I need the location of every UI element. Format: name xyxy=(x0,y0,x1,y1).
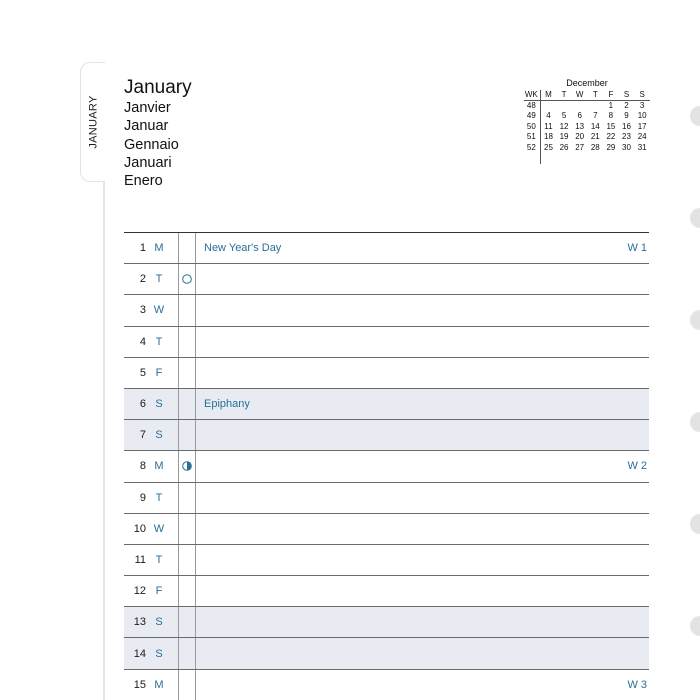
day-number: 4 xyxy=(139,335,146,348)
column-divider xyxy=(195,264,196,294)
column-divider xyxy=(178,607,179,637)
day-row[interactable] xyxy=(124,263,649,294)
holiday-label: Epiphany xyxy=(204,398,250,411)
column-divider xyxy=(195,295,196,325)
day-number: 14 xyxy=(133,647,146,660)
mini-calendar-day: 17 xyxy=(637,121,647,131)
column-divider xyxy=(178,576,179,606)
mini-calendar-day: 12 xyxy=(559,121,569,131)
mini-calendar-week-row xyxy=(522,143,650,154)
mini-calendar-day xyxy=(556,101,572,112)
day-number: 1 xyxy=(139,242,146,255)
column-divider xyxy=(195,389,196,419)
day-row[interactable] xyxy=(124,637,649,668)
mini-calendar-header: M xyxy=(545,90,552,99)
column-divider xyxy=(195,607,196,637)
day-of-week: F xyxy=(155,585,163,598)
mini-calendar-day: 4 xyxy=(546,111,551,120)
mini-calendar-day: 15 xyxy=(606,121,616,131)
mini-calendar-week-number: 51 xyxy=(526,132,536,141)
mini-calendar-day: 6 xyxy=(577,111,582,120)
mini-calendar-day: 11 xyxy=(544,121,553,131)
week-number: W 2 xyxy=(627,460,647,473)
mini-calendar-day xyxy=(572,101,588,112)
day-row[interactable] xyxy=(124,294,649,325)
mini-calendar-day: 14 xyxy=(590,121,600,131)
mini-calendar-day: 20 xyxy=(575,132,585,141)
mini-calendar-day: 26 xyxy=(559,142,569,152)
mini-calendar-week-number: 48 xyxy=(526,100,536,110)
mini-calendar-header: T xyxy=(592,90,598,99)
day-number: 15 xyxy=(133,678,146,691)
mini-calendar-day: 27 xyxy=(575,142,585,152)
punch-hole xyxy=(690,310,700,330)
column-divider xyxy=(178,545,179,575)
column-divider xyxy=(178,483,179,513)
day-of-week: W xyxy=(153,304,165,317)
column-divider xyxy=(195,327,196,357)
mini-calendar-header: W xyxy=(575,90,584,99)
column-divider xyxy=(195,483,196,513)
column-divider xyxy=(195,358,196,388)
mini-calendar-week-number: 49 xyxy=(526,111,536,120)
mini-calendar-grid xyxy=(522,90,650,153)
first-quarter-moon-icon xyxy=(182,461,192,471)
mini-calendar-day: 24 xyxy=(637,132,647,141)
mini-calendar-day: 23 xyxy=(622,132,631,141)
column-divider xyxy=(195,576,196,606)
mini-calendar-day: 2 xyxy=(624,100,629,110)
mini-calendar-day: 5 xyxy=(561,111,567,120)
day-of-week: M xyxy=(154,460,164,473)
day-of-week: T xyxy=(155,491,163,504)
holiday-label: New Year's Day xyxy=(204,242,282,255)
mini-calendar-week-number: 52 xyxy=(526,142,536,152)
mini-calendar-day: 22 xyxy=(606,132,616,141)
day-row[interactable] xyxy=(124,669,649,700)
day-of-week: M xyxy=(154,242,164,255)
punch-hole xyxy=(690,514,700,534)
column-divider xyxy=(195,514,196,544)
mini-calendar-day: 9 xyxy=(624,111,629,120)
column-divider xyxy=(195,233,196,263)
month-title: January xyxy=(124,77,192,98)
column-divider xyxy=(178,638,179,668)
month-translation: Gennaio xyxy=(124,136,179,153)
day-row[interactable] xyxy=(124,357,649,388)
month-translation: Januari xyxy=(124,154,172,171)
mini-calendar-day: 16 xyxy=(622,121,631,131)
mini-calendar-week-number: 50 xyxy=(526,121,536,131)
column-divider xyxy=(178,327,179,357)
column-divider xyxy=(178,451,179,481)
mini-calendar-header: T xyxy=(561,90,567,99)
day-row[interactable] xyxy=(124,450,649,481)
day-number: 9 xyxy=(139,491,146,504)
month-translation: Enero xyxy=(124,173,163,190)
mini-calendar-day: 7 xyxy=(593,111,598,120)
mini-calendar-day: 28 xyxy=(590,142,600,152)
day-number: 8 xyxy=(139,460,146,473)
mini-calendar-header: F xyxy=(608,90,614,99)
day-row[interactable] xyxy=(124,419,649,450)
column-divider xyxy=(178,420,179,450)
new-moon-icon xyxy=(182,274,192,284)
day-row[interactable] xyxy=(124,575,649,606)
mini-calendar-day: 31 xyxy=(637,142,647,152)
punch-hole xyxy=(690,412,700,432)
mini-calendar-header: WK xyxy=(524,90,538,99)
day-row[interactable] xyxy=(124,606,649,637)
month-title-block xyxy=(124,77,192,190)
day-row[interactable] xyxy=(124,388,649,419)
mini-calendar-week-row xyxy=(522,101,650,112)
mini-calendar-header: S xyxy=(639,90,645,99)
mini-calendar-day: 29 xyxy=(606,142,616,152)
mini-calendar-day: 3 xyxy=(639,100,645,110)
mini-calendar-day xyxy=(541,101,557,112)
day-row[interactable] xyxy=(124,513,649,544)
day-of-week: T xyxy=(155,335,163,348)
column-divider xyxy=(178,358,179,388)
column-divider xyxy=(178,233,179,263)
column-divider xyxy=(178,514,179,544)
day-row[interactable] xyxy=(124,232,649,263)
punch-hole xyxy=(690,616,700,636)
mini-calendar-day: 18 xyxy=(544,132,553,141)
column-divider xyxy=(195,420,196,450)
mini-calendar-day: 1 xyxy=(608,100,614,110)
mini-calendar-day xyxy=(587,101,603,112)
day-number: 3 xyxy=(139,304,146,317)
punch-hole xyxy=(690,106,700,126)
mini-calendar-day: 8 xyxy=(608,111,614,120)
column-divider xyxy=(178,670,179,700)
mini-calendar-week-row xyxy=(522,122,650,133)
mini-calendar-week-row xyxy=(522,111,650,122)
column-divider xyxy=(195,670,196,700)
punch-hole xyxy=(690,208,700,228)
column-divider xyxy=(195,451,196,481)
day-of-week: F xyxy=(155,366,163,379)
mini-calendar-day: 25 xyxy=(544,142,553,152)
week-number: W 3 xyxy=(627,678,647,691)
mini-calendar-day: 10 xyxy=(637,111,647,120)
mini-calendar-week-row xyxy=(522,132,650,143)
day-of-week: S xyxy=(155,647,163,660)
mini-calendar-day: 19 xyxy=(559,132,569,141)
mini-calendar-day: 21 xyxy=(590,132,600,141)
day-of-week: S xyxy=(155,429,163,442)
column-divider xyxy=(195,638,196,668)
day-number: 12 xyxy=(133,585,146,598)
mini-calendar-day: 13 xyxy=(575,121,585,131)
day-of-week: T xyxy=(155,553,163,566)
day-number: 7 xyxy=(139,429,146,442)
week-number: W 1 xyxy=(627,242,647,255)
day-of-week: M xyxy=(154,678,164,691)
day-row[interactable] xyxy=(124,544,649,575)
day-number: 10 xyxy=(133,522,146,535)
day-number: 5 xyxy=(139,366,146,379)
day-number: 2 xyxy=(139,273,146,286)
day-row[interactable] xyxy=(124,482,649,513)
day-number: 13 xyxy=(133,616,146,629)
month-translation: Janvier xyxy=(124,100,171,116)
day-number: 11 xyxy=(134,553,146,566)
mini-calendar-day: 30 xyxy=(622,142,631,152)
column-divider xyxy=(178,389,179,419)
column-divider xyxy=(178,264,179,294)
page-edge xyxy=(103,180,105,700)
column-divider xyxy=(178,295,179,325)
month-translation: Januar xyxy=(124,118,169,135)
day-of-week: S xyxy=(155,398,163,411)
day-of-week: S xyxy=(155,616,163,629)
day-of-week: W xyxy=(153,522,165,535)
mini-calendar-title: December xyxy=(566,78,608,88)
day-number: 6 xyxy=(139,398,146,411)
month-index-tab-label: JANUARY xyxy=(88,95,100,149)
column-divider xyxy=(195,545,196,575)
day-list xyxy=(124,232,649,700)
mini-calendar-header: S xyxy=(623,90,630,99)
day-of-week: T xyxy=(155,273,163,286)
day-row[interactable] xyxy=(124,326,649,357)
